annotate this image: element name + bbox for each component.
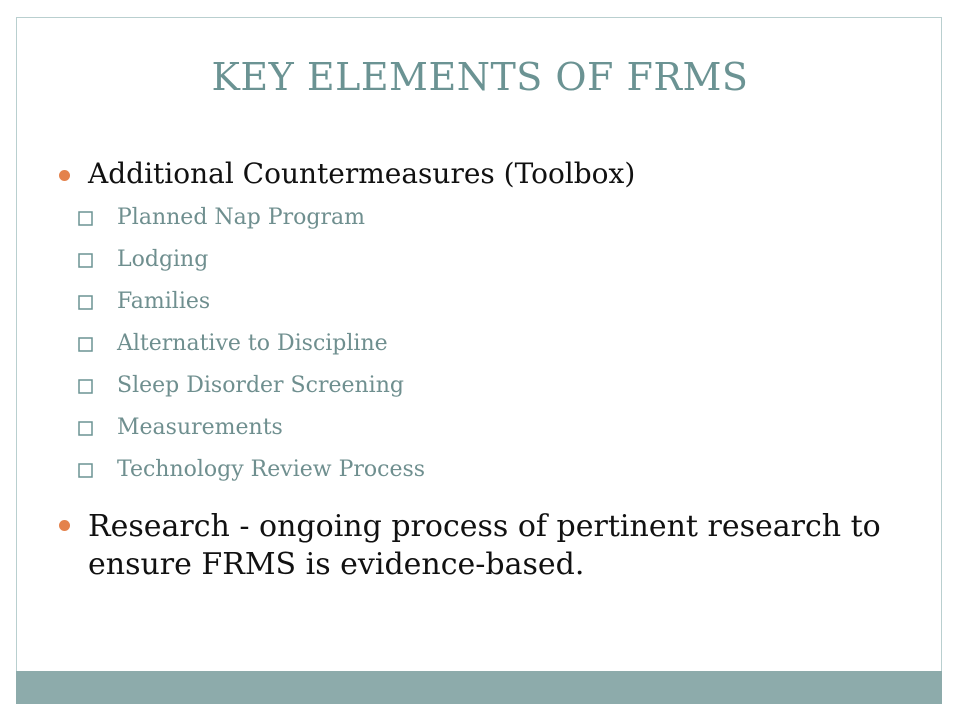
footer-band <box>16 671 942 704</box>
sub-bullet-text: Technology Review Process <box>117 457 426 482</box>
sub-bullet-text: Lodging <box>117 247 209 272</box>
slide-title: KEY ELEMENTS OF FRMS <box>211 55 749 99</box>
bullet-dot-icon <box>59 520 70 531</box>
bullet-text: Additional Countermeasures (Toolbox) <box>88 157 636 190</box>
hollow-square-bullet-icon <box>78 379 93 394</box>
hollow-square-bullet-icon <box>78 337 93 352</box>
hollow-square-bullet-icon <box>78 463 93 478</box>
sub-bullet-text: Alternative to Discipline <box>117 331 388 356</box>
sub-bullet-text: Measurements <box>117 415 283 440</box>
sub-bullet-item <box>78 372 918 414</box>
hollow-square-bullet-icon <box>78 295 93 310</box>
hollow-square-bullet-icon <box>78 253 93 268</box>
bullet-item <box>58 156 918 192</box>
hollow-square-bullet-icon <box>78 421 93 436</box>
bullet-item <box>58 508 918 584</box>
sub-bullet-item <box>78 204 918 246</box>
sub-bullet-text: Families <box>117 289 211 314</box>
sub-bullet-text: Sleep Disorder Screening <box>117 373 404 398</box>
sub-bullet-item <box>78 288 918 330</box>
bullet-dot-icon <box>59 170 70 181</box>
sub-bullet-text: Planned Nap Program <box>117 205 365 230</box>
hollow-square-bullet-icon <box>78 211 93 226</box>
slide-content <box>58 150 918 584</box>
sub-bullet-item <box>78 330 918 372</box>
bullet-text: Research - ongoing process of pertinent research to ensure FRMS is evidence-based. <box>88 509 881 582</box>
sub-bullet-item <box>78 456 918 498</box>
sub-bullet-list <box>58 204 918 498</box>
sub-bullet-item <box>78 414 918 456</box>
sub-bullet-item <box>78 246 918 288</box>
